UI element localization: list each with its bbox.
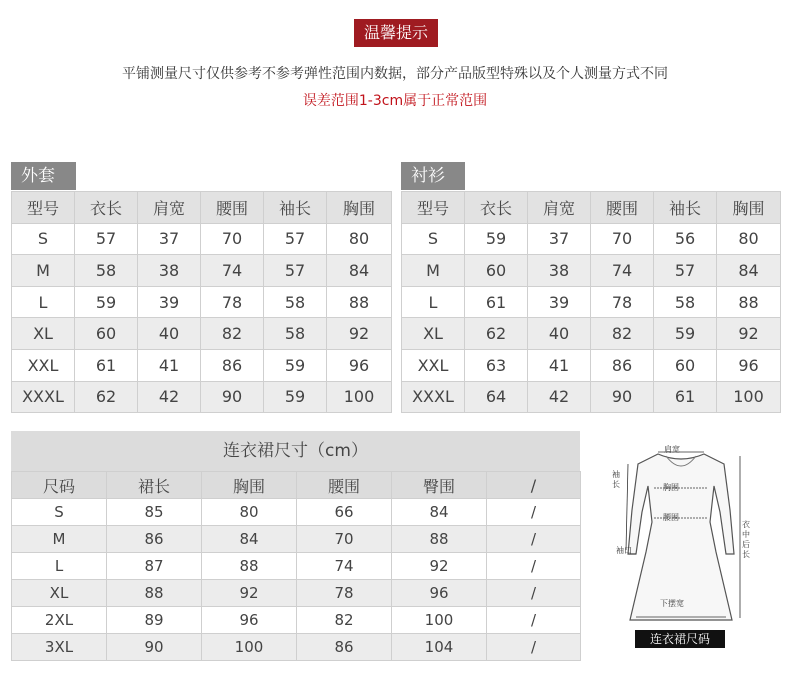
column-header: 胸围	[202, 472, 297, 499]
notice-badge: 温馨提示	[354, 19, 438, 47]
table-cell: L	[12, 553, 107, 580]
table-cell: XXXL	[402, 381, 465, 413]
table-cell: M	[402, 255, 465, 287]
table-cell: 38	[528, 255, 591, 287]
table-cell: 86	[107, 526, 202, 553]
table-cell: 62	[465, 318, 528, 350]
table-cell: 78	[297, 580, 392, 607]
table-cell: 100	[202, 634, 297, 661]
column-header: 肩宽	[138, 192, 201, 224]
table-cell: 96	[327, 349, 392, 381]
table-cell: 60	[465, 255, 528, 287]
table-row	[402, 223, 781, 255]
table-cell: M	[12, 526, 107, 553]
table-cell: 59	[75, 286, 138, 318]
table-cell: 59	[465, 223, 528, 255]
table-row	[402, 255, 781, 287]
table-cell: 37	[528, 223, 591, 255]
table-cell: 58	[264, 286, 327, 318]
table-cell: 59	[264, 349, 327, 381]
table-cell: 40	[528, 318, 591, 350]
table-cell: XL	[402, 318, 465, 350]
table-cell: 80	[327, 223, 392, 255]
table-cell: XXL	[12, 349, 75, 381]
notice-tolerance: 误差范围1-3cm属于正常范围	[302, 93, 488, 109]
table-cell: 41	[528, 349, 591, 381]
table-cell: 88	[327, 286, 392, 318]
column-header: 尺码	[12, 472, 107, 499]
table-cell: 80	[717, 223, 781, 255]
diagram-caption: 连衣裙尺码	[635, 630, 725, 648]
label-chest: 胸围	[663, 483, 679, 492]
table-cell: 96	[717, 349, 781, 381]
dress-size-table	[11, 471, 581, 661]
table-cell: 38	[138, 255, 201, 287]
table-cell: 39	[528, 286, 591, 318]
table-row	[12, 255, 392, 287]
column-header: 肩宽	[528, 192, 591, 224]
table-cell: 74	[201, 255, 264, 287]
column-header: 衣长	[75, 192, 138, 224]
label-length: 衣中后长	[742, 520, 750, 559]
table-cell: 80	[202, 499, 297, 526]
table-cell: 64	[465, 381, 528, 413]
table-cell: 86	[297, 634, 392, 661]
table-cell: /	[487, 499, 581, 526]
label-hem: 下摆宽	[660, 599, 684, 608]
table-cell: 60	[75, 318, 138, 350]
table-cell: 78	[591, 286, 654, 318]
table-cell: 92	[392, 553, 487, 580]
table-cell: 62	[75, 381, 138, 413]
table-row	[12, 223, 392, 255]
table-cell: 82	[591, 318, 654, 350]
table-cell: 59	[264, 381, 327, 413]
table-row	[12, 381, 392, 413]
table-cell: XL	[12, 318, 75, 350]
dress-table-title: 连衣裙尺寸（cm）	[223, 441, 368, 461]
jacket-title: 外套	[11, 162, 76, 190]
table-cell: 92	[327, 318, 392, 350]
table-cell: 84	[392, 499, 487, 526]
column-header: 袖长	[264, 192, 327, 224]
table-cell: L	[402, 286, 465, 318]
table-cell: 66	[297, 499, 392, 526]
table-row	[12, 286, 392, 318]
dress-panel	[11, 431, 580, 660]
table-cell: 89	[107, 607, 202, 634]
table-row	[12, 499, 581, 526]
table-cell: 86	[591, 349, 654, 381]
shirt-size-table	[401, 191, 781, 413]
table-cell: 42	[138, 381, 201, 413]
table-cell: 96	[202, 607, 297, 634]
column-header: 腰围	[591, 192, 654, 224]
column-header: 臀围	[392, 472, 487, 499]
table-cell: /	[487, 607, 581, 634]
table-cell: M	[12, 255, 75, 287]
table-cell: 39	[138, 286, 201, 318]
table-cell: 100	[717, 381, 781, 413]
table-cell: 88	[107, 580, 202, 607]
table-cell: 2XL	[12, 607, 107, 634]
table-cell: 78	[201, 286, 264, 318]
label-sleeve: 袖长	[612, 470, 620, 489]
table-cell: 85	[107, 499, 202, 526]
table-cell: 61	[654, 381, 717, 413]
table-cell: 92	[202, 580, 297, 607]
shirt-title: 衬衫	[401, 162, 465, 190]
table-row	[12, 526, 581, 553]
table-cell: 3XL	[12, 634, 107, 661]
table-cell: 92	[717, 318, 781, 350]
column-header: 裙长	[107, 472, 202, 499]
table-header-row	[12, 472, 581, 499]
table-cell: 96	[392, 580, 487, 607]
table-row	[12, 349, 392, 381]
table-row	[12, 553, 581, 580]
table-cell: 61	[75, 349, 138, 381]
table-row	[12, 634, 581, 661]
table-cell: 63	[465, 349, 528, 381]
table-cell: 84	[202, 526, 297, 553]
label-shoulder: 肩宽	[664, 445, 680, 454]
table-cell: XL	[12, 580, 107, 607]
table-cell: 84	[717, 255, 781, 287]
column-header: 型号	[402, 192, 465, 224]
table-cell: 37	[138, 223, 201, 255]
column-header: 胸围	[327, 192, 392, 224]
table-row	[402, 318, 781, 350]
table-cell: /	[487, 634, 581, 661]
column-header: 袖长	[654, 192, 717, 224]
label-waist: 腰围	[663, 513, 679, 522]
table-cell: 87	[107, 553, 202, 580]
table-cell: S	[12, 499, 107, 526]
table-cell: /	[487, 553, 581, 580]
table-cell: 90	[201, 381, 264, 413]
table-row	[402, 381, 781, 413]
dress-outline	[628, 454, 734, 620]
table-row	[12, 580, 581, 607]
table-cell: 88	[202, 553, 297, 580]
table-cell: 57	[75, 223, 138, 255]
column-header: 衣长	[465, 192, 528, 224]
table-cell: 60	[654, 349, 717, 381]
table-cell: 42	[528, 381, 591, 413]
table-cell: 86	[201, 349, 264, 381]
table-cell: 90	[107, 634, 202, 661]
jacket-size-table	[11, 191, 392, 413]
table-row	[12, 318, 392, 350]
table-cell: 90	[591, 381, 654, 413]
table-header-row	[402, 192, 781, 224]
table-cell: XXXL	[12, 381, 75, 413]
table-row	[402, 349, 781, 381]
table-cell: 40	[138, 318, 201, 350]
table-cell: 88	[392, 526, 487, 553]
notice-text: 平铺测量尺寸仅供参考不参考弹性范围内数据，部分产品版型特殊以及个人测量方式不同	[122, 66, 668, 82]
table-cell: 70	[591, 223, 654, 255]
table-cell: 88	[717, 286, 781, 318]
table-cell: 70	[201, 223, 264, 255]
column-header: /	[487, 472, 581, 499]
table-cell: 56	[654, 223, 717, 255]
table-cell: 74	[297, 553, 392, 580]
column-header: 型号	[12, 192, 75, 224]
table-cell: 58	[264, 318, 327, 350]
table-cell: L	[12, 286, 75, 318]
table-cell: 57	[264, 223, 327, 255]
table-cell: /	[487, 526, 581, 553]
table-cell: 82	[297, 607, 392, 634]
table-cell: S	[402, 223, 465, 255]
column-header: 胸围	[717, 192, 781, 224]
table-cell: 58	[654, 286, 717, 318]
table-cell: 70	[297, 526, 392, 553]
table-cell: S	[12, 223, 75, 255]
table-cell: 41	[138, 349, 201, 381]
table-cell: 84	[327, 255, 392, 287]
table-cell: 104	[392, 634, 487, 661]
table-cell: 74	[591, 255, 654, 287]
table-cell: 82	[201, 318, 264, 350]
column-header: 腰围	[297, 472, 392, 499]
table-header-row	[12, 192, 392, 224]
table-cell: 100	[327, 381, 392, 413]
table-cell: 59	[654, 318, 717, 350]
table-cell: 58	[75, 255, 138, 287]
column-header: 腰围	[201, 192, 264, 224]
table-cell: 57	[264, 255, 327, 287]
table-cell: 61	[465, 286, 528, 318]
table-cell: XXL	[402, 349, 465, 381]
table-cell: 100	[392, 607, 487, 634]
table-row	[12, 607, 581, 634]
table-cell: 57	[654, 255, 717, 287]
table-row	[402, 286, 781, 318]
table-cell: /	[487, 580, 581, 607]
label-cuff: 袖口	[616, 546, 632, 555]
